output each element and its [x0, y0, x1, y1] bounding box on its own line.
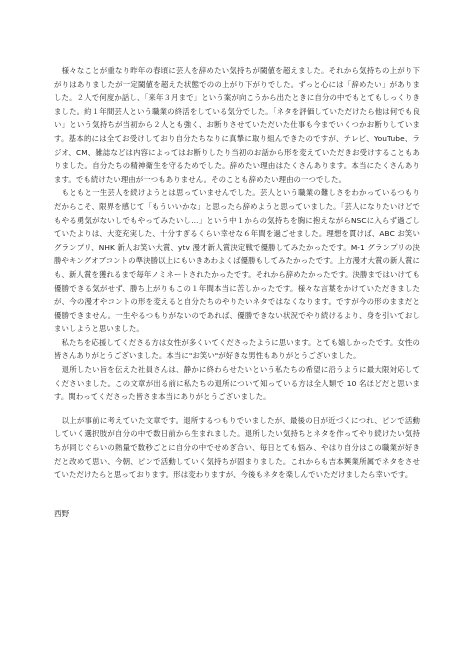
- paragraph-4: 退所したい旨を伝えた社員さんは、静かに終わらせたいという私たちの希望に沿うように最大限対応してくださいました。この文章が出る前に私たちの退所について知っている方は全人類で 10 名ほどだと思います。関わってくださった皆さま本当にありがとうございました。: [54, 365, 420, 402]
- section-gap: [54, 404, 420, 414]
- signature: 西野: [54, 508, 70, 518]
- paragraph-1: 様々なことが重なり昨年の春頃に芸人を辞めたい気持ちが閾値を超えました。それから気持ちの上がり下がりはありましたが一定閾値を超えた状態でのの上がり下がりでした。ずっと心には「辞めたい」がありました。２人で何度か話し、「来年３月まで」という案が向こうから出たときに自分の中でもとてもしっくりきました。約１年間芸人という職業の終活をしている気分でした。「ネタを評価していただけたら他は何でも良い」という気持ちが当初から２人とも強く、お断りさせていただいた仕事も今までいくつかお断りしています。基本的には全てお受けしており自分たちなりに真摯に取り組んできたのですが、テレビ、YouTube、ラジオ、CM、雑誌などは内容によってはお断りしたり当初のお話から形を変えていただきお受けすることもありました。自分たちの精神衛生を守るためでした。辞めたい理由はたくさんあります。本当にたくさんあります。でも続けたい理由が一つもありません。そのことも辞めたい理由の一つでした。: [54, 66, 420, 184]
- paragraph-2: もともと一生芸人を続けようとは思っていませんでした。芸人という職業の難しさをわかっているつもりだからこそ、限界を感じて「もういいかな」と思ったら辞めようと思っていました。「芸人になりたいけどでもやる勇気がないしでもやってみたいし…」という中１からの気持ちを胸に抱えながらNSCに入らず過ごしていたよりは、大変充実した、十分すぎるくらい幸せな６年間を過ごせました。理想を貫けば、ABC お笑いグランプリ、NHK 新人お笑い大賞、ytv 漫才新人賞決定戦で優勝してみたかったです。M-1 グランプリの決勝やキングオブコントの準決勝以上にもいきあわよくば優勝もしてみたかったです。上方漫才大賞の新人賞にも、新人賞を獲れるまで毎年ノミネートされたかったです。それから辞めたかったです。決勝まではいけても優勝できる気がせず、勝ち上がりもこの１年間本当に苦しかったです。様々な言葉をかけていただきましたが、今の漫才やコントの形を変えると自分たちのやりたいネタではなくなります。ですが今の形のままだと優勝できません。一生やるつもりがないのであれば、優勝できない状況でやり続けるより、身を引いておしまいしようと思いました。: [54, 188, 420, 334]
- paragraph-5: 以上が事前に考えていた文章です。退所するつもりでいましたが、最後の日が近づくにつれ、ピンで活動していく選択肢が自分の中で数日前から生まれました。退所したい気持ちとネタを作ってやり続けたい気持ちが同じぐらいの熱量で数秒ごとに自分の中でせめぎ合い、毎日とても悩み、やはり自分はこの職業が好きだと改めて思い、今朝、ピンで活動していく気持ちが固まりました。これからも吉本興業所属でネタをさせていただけたらと思っております。形は変わりますが、今後もネタを楽しんでいただけましたら幸いです。: [54, 415, 420, 480]
- letter-body: [54, 64, 420, 527]
- paragraph-3: 私たちを応援してくださる方は女性が多くいてくださったように思います。とても嬉しかったです。女性の皆さんありがとうございました。本当に"お笑い"が好きな男性もありがとうございました。: [54, 337, 420, 361]
